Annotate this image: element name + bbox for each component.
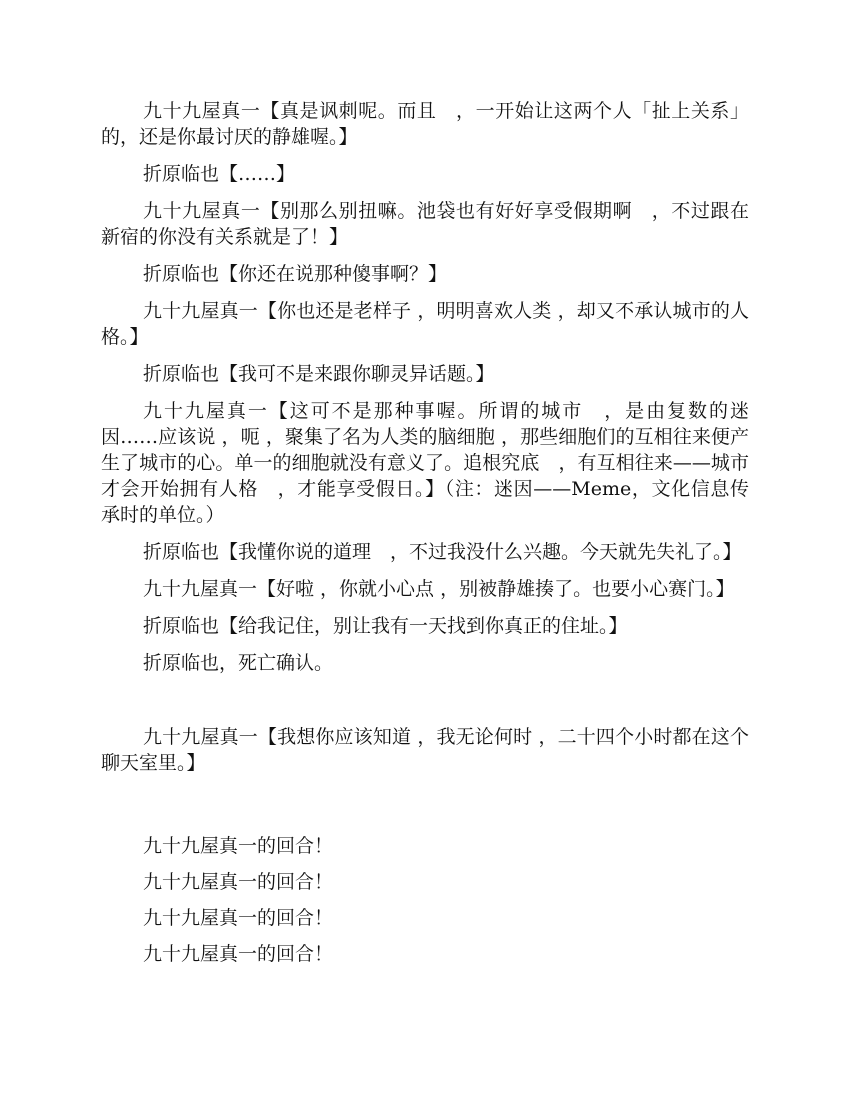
section-gap: [101, 687, 749, 724]
dialogue-line: 折原临也【你还在说那种傻事啊？】: [143, 263, 448, 285]
dialogue-line: 折原临也【我懂你说的道理 ，不过我没什么兴趣。今天就先失礼了。】: [143, 541, 742, 563]
dialogue-line: 九十九屋真一【你也还是老样子 ，明明喜欢人类 ，却又不承认城市的人格。】: [101, 300, 749, 348]
dialogue-line: 折原临也【给我记住，别让我有一天找到你真正的住址。】: [143, 615, 628, 637]
dialogue-line: 折原临也【……】: [143, 163, 296, 185]
turn-announcement: 九十九屋真一的回合！: [143, 907, 334, 929]
document-body: [101, 98, 749, 977]
dialogue-line: 九十九屋真一【这可不是那种事喔。所谓的城市 ，是由复数的迷因……应该说 ，呃 ，聚集了名为人类的脑细胞 ，那些细胞们的互相往来便产生了城市的心。单一的细胞就没有意义了。追根究底 ，有互相往来——城市才会开始拥有人格 ，才能享受假日。】（注：迷因——Meme，文化信息传承时的单位。）: [101, 400, 749, 526]
dialogue-line: 折原临也【我可不是来跟你聊灵异话题。】: [143, 363, 495, 385]
status-line: 折原临也，死亡确认。: [143, 652, 334, 674]
turn-announcement: 九十九屋真一的回合！: [143, 835, 334, 857]
section-gap: [101, 787, 749, 833]
dialogue-line: 九十九屋真一【我想你应该知道 ，我无论何时 ，二十四个小时都在这个聊天室里。】: [101, 726, 749, 774]
dialogue-line: 九十九屋真一【好啦 ，你就小心点 ，别被静雄揍了。也要小心赛门。】: [143, 578, 735, 600]
turn-announcement: 九十九屋真一的回合！: [143, 943, 334, 965]
dialogue-line: 九十九屋真一【别那么别扭嘛。池袋也有好好享受假期啊 ，不过跟在新宿的你没有关系就是了！】: [101, 200, 749, 248]
dialogue-line: 九十九屋真一【真是讽刺呢。而且 ，一开始让这两个人「扯上关系」的，还是你最讨厌的静雄喔。】: [101, 100, 749, 148]
turn-announcement: 九十九屋真一的回合！: [143, 871, 334, 893]
